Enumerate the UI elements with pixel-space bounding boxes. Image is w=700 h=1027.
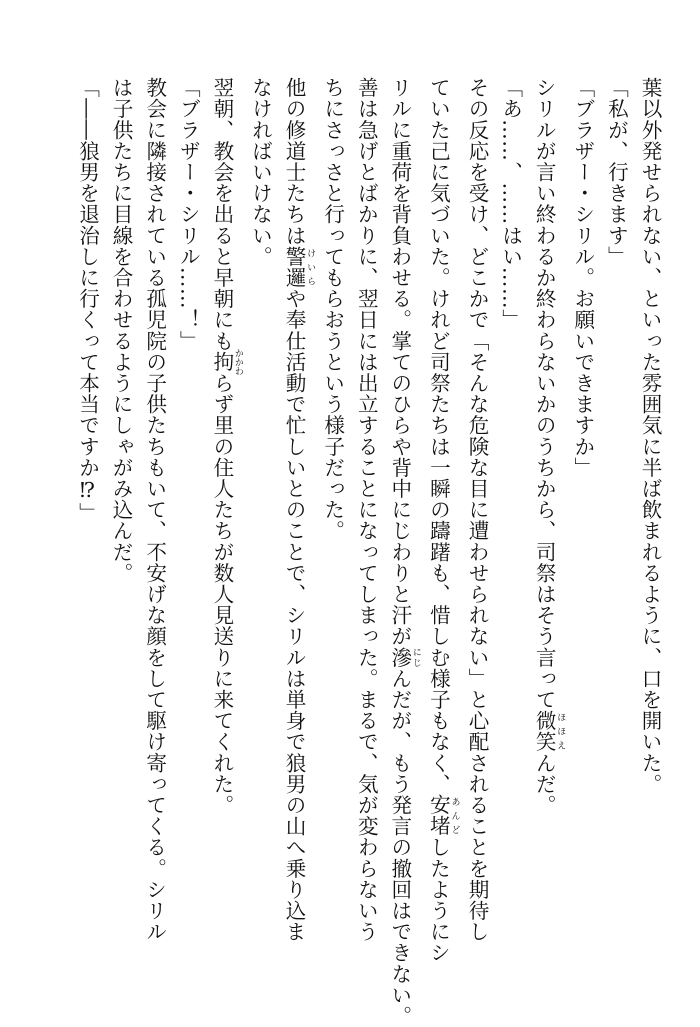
text-line-13: 翌朝、教会を出ると早朝にも拘 かかわらず里の住人たちが数人見送りに来てくれた。 xyxy=(209,77,243,816)
furigana-nijinda: 滲 にじ xyxy=(387,646,421,668)
text-line-14: 「ブラザー・シリル……！」 xyxy=(176,77,201,352)
text-line-16: は子供たちに目線を合わせるようにしゃがみ込んだ。 xyxy=(109,77,134,584)
furigana-hohoe: 微笑 ほほえ xyxy=(532,710,566,753)
text-line-15: 教会に隣接されている孤児院の子供たちもいて、不安げな顔をして駆け寄ってくる。シリル xyxy=(142,77,167,943)
text-line-8: リルに重荷を背負わせる。掌てのひらや背中にじわりと汗が滲 にじんだが、もう発言の撤回はできない。 xyxy=(387,77,421,1027)
text-line-10: ちにさっさと行ってもらおうという様子だった。 xyxy=(320,77,345,542)
vertical-text-body xyxy=(70,77,666,1027)
text-line-1: 葉以外発せられない、といった雰囲気に半ば飲まれるように、口を開いた。 xyxy=(638,77,662,795)
text-line-6: その反応を受け、どこかで「そんな危険な目に遭わせられない」と心配されることを期待し xyxy=(465,77,490,943)
text-line-3: 「ブラザー・シリル。お願いできますか」 xyxy=(570,77,595,478)
text-line-17: 「――狼男を退治しに行くって本当ですか⁉」 xyxy=(75,77,100,524)
furigana-keira: 警邏 けいら xyxy=(282,245,316,289)
text-line-9: 善は急げとばかりに、翌日には出立することになってしまった。まるで、気が変わらないう xyxy=(354,77,379,943)
text-line-5: 「あ……、……はい……」 xyxy=(498,77,523,331)
furigana-kakawara: 拘 かかわ xyxy=(209,348,243,376)
text-line-4: シリルが言い終わるか終わらないかのうちから、司祭はそう言って微笑 ほほえんだ。 xyxy=(532,77,566,816)
text-line-7: ていた己に気づいた。けれど司祭たちは一瞬の躊躇も、惜しむ様子もなく、安堵 あんどしたようにシ xyxy=(426,77,460,964)
text-line-12: なければいけない。 xyxy=(248,77,273,267)
text-line-2: 「私が、行きます」 xyxy=(604,77,629,267)
furigana-ando: 安堵 あんど xyxy=(426,794,460,837)
text-line-11: 他の修道士たちは警邏 けいらや奉仕活動で忙しいとのことで、シリルは単身で狼男の山へ乗り込ま xyxy=(282,77,316,943)
